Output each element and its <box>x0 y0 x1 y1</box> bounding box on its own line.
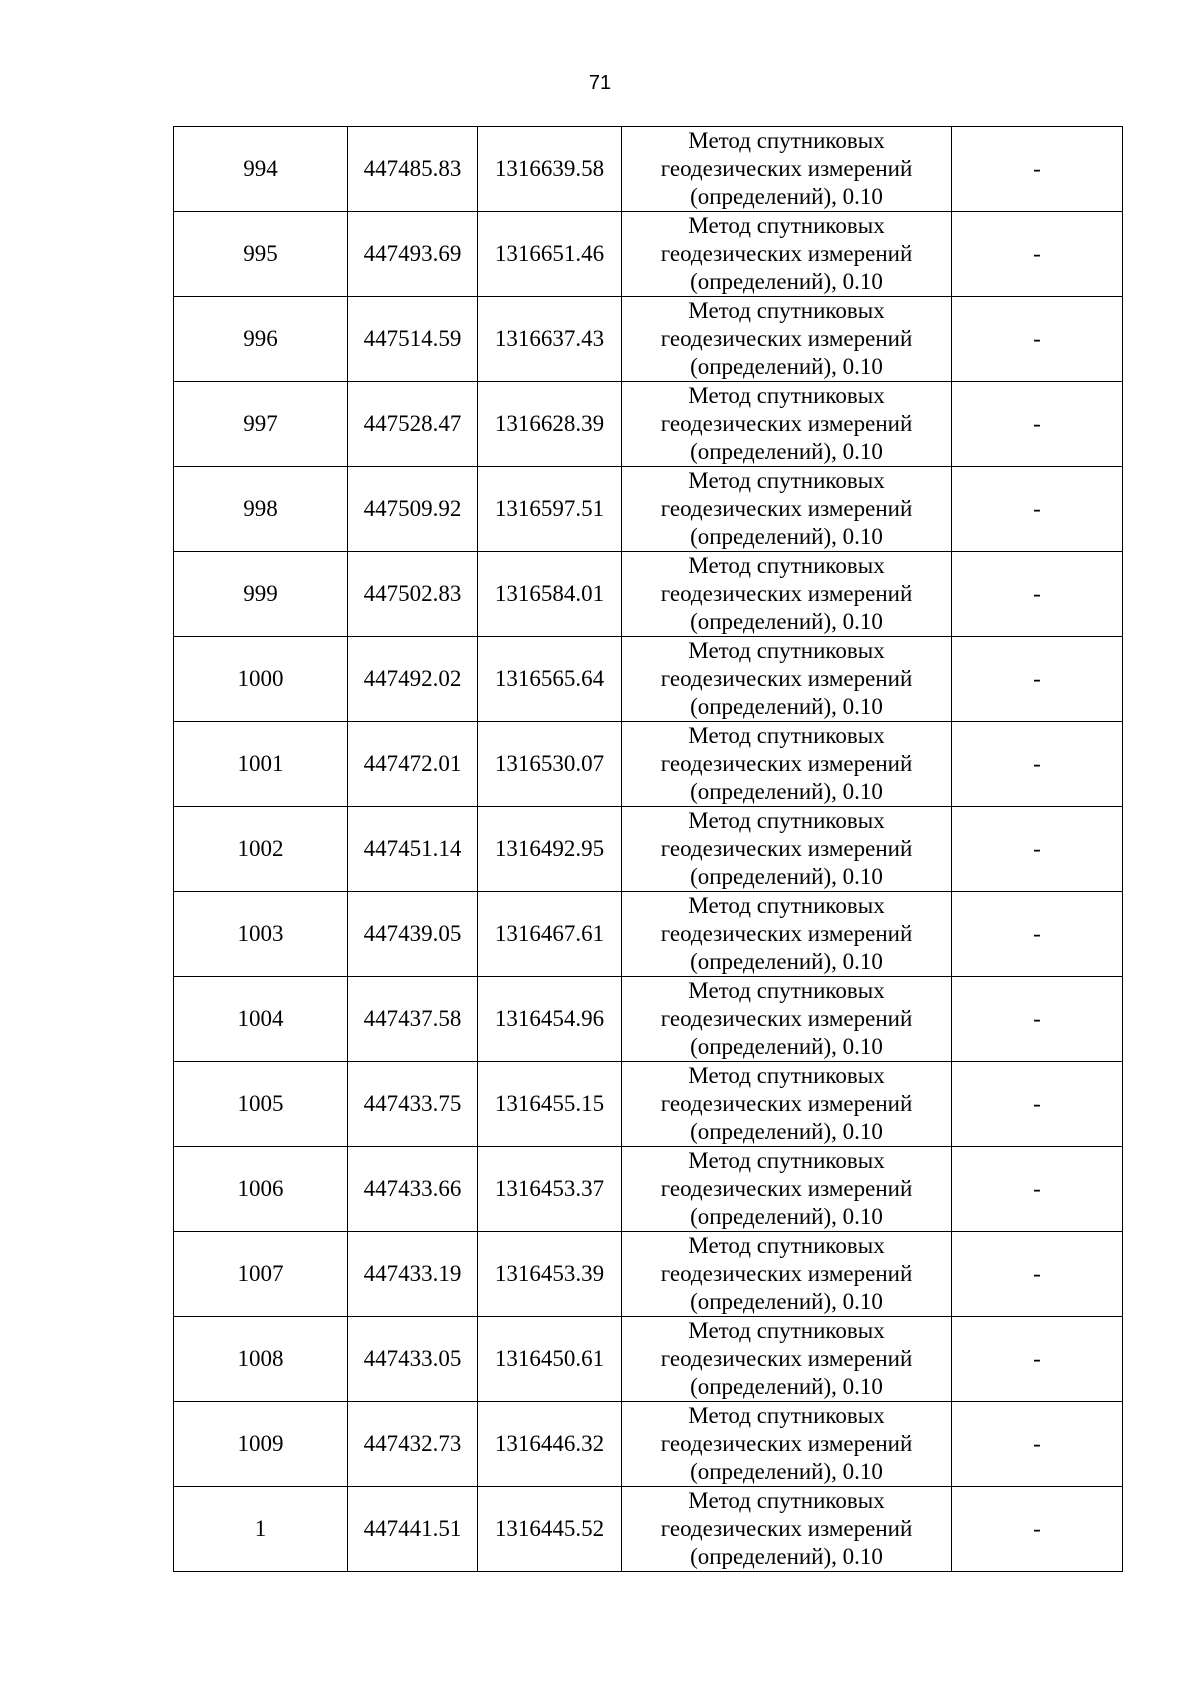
method-text-line: (определений), 0.10 <box>690 779 883 804</box>
table-row <box>174 297 1123 382</box>
x-coordinate-cell: 447433.19 <box>348 1232 478 1317</box>
x-coordinate-cell: 447433.66 <box>348 1147 478 1232</box>
method-cell <box>622 722 952 807</box>
y-coordinate-cell: 1316455.15 <box>478 1062 622 1147</box>
method-text-line: геодезических измерений <box>660 1346 913 1371</box>
method-text-line: (определений), 0.10 <box>690 1034 883 1059</box>
method-text-line: Метод спутниковых <box>688 128 885 153</box>
note-cell: - <box>952 467 1123 552</box>
page-number: 71 <box>588 72 612 94</box>
method-text-line: Метод спутниковых <box>688 468 885 493</box>
x-coordinate-cell: 447492.02 <box>348 637 478 722</box>
note-cell: - <box>952 977 1123 1062</box>
y-coordinate-cell: 1316628.39 <box>478 382 622 467</box>
method-cell <box>622 127 952 212</box>
method-text-line: геодезических измерений <box>660 411 913 436</box>
x-coordinate-cell: 447528.47 <box>348 382 478 467</box>
method-text-line: Метод спутниковых <box>688 1063 885 1088</box>
method-text-line: (определений), 0.10 <box>690 439 883 464</box>
method-cell <box>622 1402 952 1487</box>
point-number-cell: 1 <box>174 1487 348 1572</box>
note-cell: - <box>952 212 1123 297</box>
table-row <box>174 1062 1123 1147</box>
y-coordinate-cell: 1316450.61 <box>478 1317 622 1402</box>
method-cell <box>622 892 952 977</box>
method-text-line: Метод спутниковых <box>688 1233 885 1258</box>
point-number-cell: 1005 <box>174 1062 348 1147</box>
method-cell <box>622 382 952 467</box>
point-number-cell: 997 <box>174 382 348 467</box>
note-cell: - <box>952 1317 1123 1402</box>
y-coordinate-cell: 1316453.37 <box>478 1147 622 1232</box>
method-text-line: геодезических измерений <box>660 1006 913 1031</box>
method-text-line: Метод спутниковых <box>688 893 885 918</box>
method-cell <box>622 1232 952 1317</box>
point-number-cell: 1002 <box>174 807 348 892</box>
y-coordinate-cell: 1316565.64 <box>478 637 622 722</box>
method-text-line: Метод спутниковых <box>688 1403 885 1428</box>
table-row <box>174 1232 1123 1317</box>
note-cell: - <box>952 722 1123 807</box>
x-coordinate-cell: 447433.05 <box>348 1317 478 1402</box>
point-number-cell: 1006 <box>174 1147 348 1232</box>
table-row <box>174 552 1123 637</box>
method-cell <box>622 1487 952 1572</box>
table-row <box>174 382 1123 467</box>
method-cell <box>622 1147 952 1232</box>
method-cell <box>622 552 952 637</box>
table-body <box>174 127 1123 1572</box>
y-coordinate-cell: 1316651.46 <box>478 212 622 297</box>
method-text-line: (определений), 0.10 <box>690 184 883 209</box>
method-cell <box>622 977 952 1062</box>
point-number-cell: 999 <box>174 552 348 637</box>
method-text-line: геодезических измерений <box>660 241 913 266</box>
method-text-line: геодезических измерений <box>660 496 913 521</box>
point-number-cell: 1004 <box>174 977 348 1062</box>
method-text-line: Метод спутниковых <box>688 298 885 323</box>
method-text-line: (определений), 0.10 <box>690 949 883 974</box>
table-row <box>174 892 1123 977</box>
y-coordinate-cell: 1316530.07 <box>478 722 622 807</box>
method-text-line: геодезических измерений <box>660 751 913 776</box>
point-number-cell: 1007 <box>174 1232 348 1317</box>
note-cell: - <box>952 1232 1123 1317</box>
x-coordinate-cell: 447432.73 <box>348 1402 478 1487</box>
table-row <box>174 127 1123 212</box>
x-coordinate-cell: 447485.83 <box>348 127 478 212</box>
method-cell <box>622 637 952 722</box>
y-coordinate-cell: 1316584.01 <box>478 552 622 637</box>
note-cell: - <box>952 1062 1123 1147</box>
point-number-cell: 998 <box>174 467 348 552</box>
note-cell: - <box>952 1487 1123 1572</box>
x-coordinate-cell: 447439.05 <box>348 892 478 977</box>
method-text-line: Метод спутниковых <box>688 978 885 1003</box>
table-row <box>174 637 1123 722</box>
method-text-line: Метод спутниковых <box>688 723 885 748</box>
table-row <box>174 1147 1123 1232</box>
method-text-line: Метод спутниковых <box>688 808 885 833</box>
table-row <box>174 1317 1123 1402</box>
table-row <box>174 807 1123 892</box>
point-number-cell: 994 <box>174 127 348 212</box>
x-coordinate-cell: 447437.58 <box>348 977 478 1062</box>
method-text-line: (определений), 0.10 <box>690 1459 883 1484</box>
table-row <box>174 1402 1123 1487</box>
note-cell: - <box>952 892 1123 977</box>
point-number-cell: 996 <box>174 297 348 382</box>
table-row <box>174 1487 1123 1572</box>
note-cell: - <box>952 807 1123 892</box>
method-cell <box>622 297 952 382</box>
table-row <box>174 212 1123 297</box>
method-cell <box>622 807 952 892</box>
method-text-line: Метод спутниковых <box>688 638 885 663</box>
method-text-line: (определений), 0.10 <box>690 694 883 719</box>
method-text-line: геодезических измерений <box>660 666 913 691</box>
method-cell <box>622 1062 952 1147</box>
x-coordinate-cell: 447433.75 <box>348 1062 478 1147</box>
method-text-line: (определений), 0.10 <box>690 1544 883 1569</box>
method-text-line: (определений), 0.10 <box>690 354 883 379</box>
method-text-line: Метод спутниковых <box>688 1148 885 1173</box>
point-number-cell: 995 <box>174 212 348 297</box>
method-cell <box>622 467 952 552</box>
method-text-line: геодезических измерений <box>660 1516 913 1541</box>
method-text-line: геодезических измерений <box>660 921 913 946</box>
x-coordinate-cell: 447472.01 <box>348 722 478 807</box>
y-coordinate-cell: 1316597.51 <box>478 467 622 552</box>
method-text-line: Метод спутниковых <box>688 1318 885 1343</box>
method-text-line: Метод спутниковых <box>688 213 885 238</box>
method-text-line: геодезических измерений <box>660 1431 913 1456</box>
point-number-cell: 1003 <box>174 892 348 977</box>
method-cell <box>622 1317 952 1402</box>
method-text-line: (определений), 0.10 <box>690 1204 883 1229</box>
method-text-line: геодезических измерений <box>660 326 913 351</box>
method-text-line: геодезических измерений <box>660 836 913 861</box>
method-text-line: геодезических измерений <box>660 1176 913 1201</box>
note-cell: - <box>952 297 1123 382</box>
method-text-line: Метод спутниковых <box>688 383 885 408</box>
x-coordinate-cell: 447451.14 <box>348 807 478 892</box>
y-coordinate-cell: 1316446.32 <box>478 1402 622 1487</box>
y-coordinate-cell: 1316492.95 <box>478 807 622 892</box>
method-text-line: геодезических измерений <box>660 156 913 181</box>
y-coordinate-cell: 1316445.52 <box>478 1487 622 1572</box>
point-number-cell: 1001 <box>174 722 348 807</box>
method-text-line: (определений), 0.10 <box>690 609 883 634</box>
table-row <box>174 722 1123 807</box>
note-cell: - <box>952 382 1123 467</box>
note-cell: - <box>952 637 1123 722</box>
method-text-line: (определений), 0.10 <box>690 864 883 889</box>
x-coordinate-cell: 447441.51 <box>348 1487 478 1572</box>
x-coordinate-cell: 447502.83 <box>348 552 478 637</box>
y-coordinate-cell: 1316637.43 <box>478 297 622 382</box>
point-number-cell: 1000 <box>174 637 348 722</box>
note-cell: - <box>952 1147 1123 1232</box>
table-row <box>174 467 1123 552</box>
method-text-line: Метод спутниковых <box>688 553 885 578</box>
note-cell: - <box>952 552 1123 637</box>
note-cell: - <box>952 1402 1123 1487</box>
x-coordinate-cell: 447514.59 <box>348 297 478 382</box>
table-row <box>174 977 1123 1062</box>
method-text-line: (определений), 0.10 <box>690 1374 883 1399</box>
method-text-line: (определений), 0.10 <box>690 1119 883 1144</box>
coordinates-table <box>173 126 1123 1572</box>
method-text-line: (определений), 0.10 <box>690 1289 883 1314</box>
note-cell: - <box>952 127 1123 212</box>
method-text-line: геодезических измерений <box>660 581 913 606</box>
method-cell <box>622 212 952 297</box>
point-number-cell: 1009 <box>174 1402 348 1487</box>
y-coordinate-cell: 1316453.39 <box>478 1232 622 1317</box>
method-text-line: геодезических измерений <box>660 1091 913 1116</box>
method-text-line: геодезических измерений <box>660 1261 913 1286</box>
y-coordinate-cell: 1316467.61 <box>478 892 622 977</box>
x-coordinate-cell: 447509.92 <box>348 467 478 552</box>
y-coordinate-cell: 1316639.58 <box>478 127 622 212</box>
method-text-line: (определений), 0.10 <box>690 524 883 549</box>
method-text-line: Метод спутниковых <box>688 1488 885 1513</box>
method-text-line: (определений), 0.10 <box>690 269 883 294</box>
x-coordinate-cell: 447493.69 <box>348 212 478 297</box>
y-coordinate-cell: 1316454.96 <box>478 977 622 1062</box>
point-number-cell: 1008 <box>174 1317 348 1402</box>
